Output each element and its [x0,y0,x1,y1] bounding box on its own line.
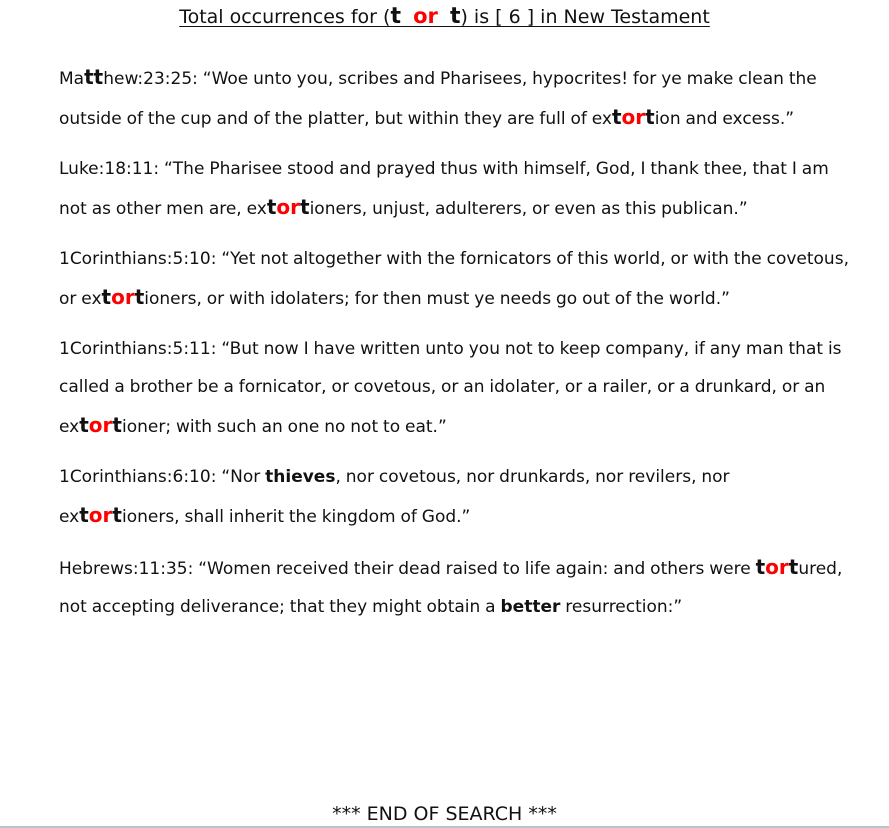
verse-text: 1Corinthians:5:10: “Yet not altogether with the fornicators of this world, or with the covetous, or ex [59,249,849,309]
title-term-t1: t [390,4,401,29]
verse-text: Ma [59,69,85,89]
match-t: t [134,285,145,309]
bold-word: thieves [265,467,336,487]
verse-item [59,548,849,626]
match-or: or [765,555,789,579]
verse-item [59,150,849,228]
verse-text: Hebrews:11:35: “Women received their dead raised to life again: and others were [59,559,756,579]
verse-item [59,58,849,138]
match-t: t [101,285,112,309]
match-t: t [112,413,122,437]
match-t: t [611,105,622,129]
match-t: t [266,195,277,219]
match-or: or [88,503,113,527]
match-or: or [621,105,646,129]
title-term-t2: t [449,4,461,29]
verse-text: ion and excess.” [654,109,795,129]
verse-text: resurrection:” [560,597,683,617]
match-or: or [276,195,301,219]
match-t: t [79,503,89,527]
verse-text: hew:23:25: “Woe unto you, scribes and Pharisees, hypocrites! for ye make clean the outside of the cup and of the platter, but within they are full of ex [59,69,817,129]
verse-item [59,458,849,536]
verse-text: ioners, or with idolaters; for then must ye needs go out of the world.” [144,289,730,309]
match-or: or [88,413,113,437]
verse-item [59,330,849,446]
match-t: t [755,555,766,579]
verse-text: ured, not accepting deliverance; that they might obtain a [59,559,843,617]
verse-text: Luke:18:11: “The Pharisee stood and prayed thus with himself, God, I thank thee, that I am not as other men are, ex [59,159,829,219]
verse-item [59,240,849,318]
verse-text: , nor covetous, nor drunkards, nor revilers, nor ex [59,467,730,527]
verse-text: ioners, shall inherit the kingdom of God.” [121,507,471,527]
title-suffix: ) is [ 6 ] in New Testament [460,6,710,28]
match-t: t [788,555,799,579]
match-t: t [645,105,655,129]
bold-word: better [500,597,561,617]
match-t: tt [84,65,104,89]
title-underlined [179,6,710,28]
verse-text: ioner; with such an one no not to eat.” [121,417,447,437]
title-term-or: or [413,4,438,28]
match-t: t [79,413,89,437]
match-t: t [300,195,310,219]
verse-list [59,58,849,638]
page-title [0,4,889,29]
verse-text: 1Corinthians:5:11: “But now I have written unto you not to keep company, if any man that is called a brother be a fornicator, or covetous, or an idolater, or a railer, or a drunkard, or an ex [59,339,842,437]
match-or: or [111,285,135,309]
verse-text: ioners, unjust, adulterers, or even as this publican.” [309,199,748,219]
title-prefix: Total occurrences for ( [179,6,391,28]
end-of-search: *** END OF SEARCH *** [332,803,557,825]
match-t: t [112,503,122,527]
verse-text: 1Corinthians:6:10: “Nor [59,467,266,487]
